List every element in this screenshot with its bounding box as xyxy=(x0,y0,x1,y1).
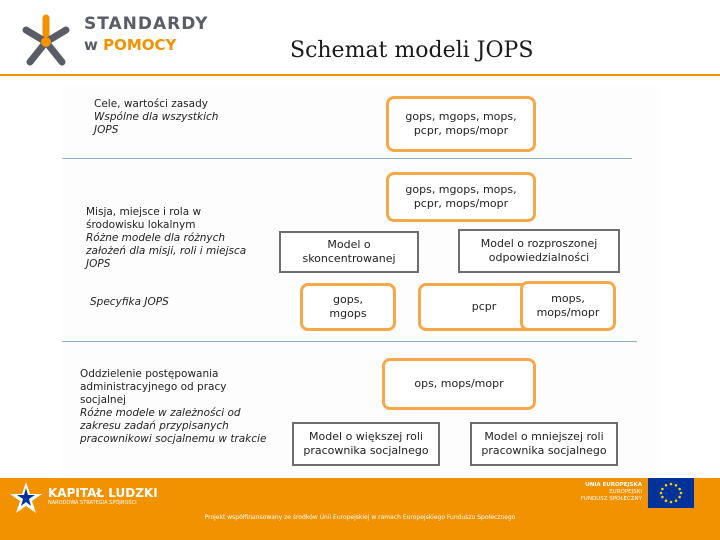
label-oddz-desc-1: Różne modele w zależności od xyxy=(80,407,241,419)
label-cele-desc-1: Wspólne dla wszystkich xyxy=(94,111,219,123)
box-all-jops-line-2: pcpr, mops/mopr xyxy=(413,124,509,137)
box-model-rozproszony-line-2: odpowiedzialności xyxy=(488,251,590,264)
box-model-skoncentrowany-line-1: Model o xyxy=(327,238,371,251)
separator-1 xyxy=(62,158,632,159)
box-model-mniejsza-line-1: Model o mniejszej roli xyxy=(484,430,604,443)
diagram-panel xyxy=(62,86,660,476)
box-misja-jops xyxy=(386,172,536,222)
logo-text-w: w xyxy=(84,36,98,54)
eu-text-line-3: FUNDUSZ SPOŁECZNY xyxy=(580,496,642,502)
box-model-skoncentrowany xyxy=(279,231,419,273)
box-mops-mopr-line-2: mops/mopr xyxy=(536,306,600,319)
box-gops-mgops-line-1: gops, xyxy=(333,293,363,306)
box-model-mniejsza-line-2: pracownika socjalnego xyxy=(481,444,607,457)
eu-flag-icon xyxy=(648,478,694,508)
box-ops-text: ops, mops/mopr xyxy=(414,377,504,390)
eu-text xyxy=(560,482,642,503)
logo-text-standardy: STANDARDY xyxy=(84,14,209,34)
label-cele xyxy=(94,98,218,137)
logo-text-pomocy-word: POMOCY xyxy=(103,36,177,54)
eu-text-line-2: EUROPEJSKI xyxy=(609,489,642,495)
label-misja-title-2: środowisku lokalnym xyxy=(86,219,196,231)
box-model-wieksza-line-2: pracownika socjalnego xyxy=(303,444,429,457)
label-misja xyxy=(86,206,246,271)
label-misja-desc-2: założeń dla misji, roli i miejsca xyxy=(86,245,247,257)
box-mops-mopr xyxy=(520,281,616,331)
standardy-logo-icon xyxy=(18,12,74,68)
label-oddzielenie xyxy=(80,368,266,446)
box-model-skoncentrowany-line-2: skoncentrowanej xyxy=(302,252,396,265)
label-oddz-title-3: socjalnej xyxy=(80,394,126,406)
box-misja-jops-line-2: pcpr, mops/mopr xyxy=(413,197,509,210)
label-cele-title: Cele, wartości zasady xyxy=(94,98,208,110)
label-specyfika: Specyfika JOPS xyxy=(90,296,169,308)
footer-note: Projekt współfinansowany ze środków Unii Europejskiej w ramach Europejskiego Funduszu Społecznego xyxy=(204,514,516,521)
label-misja-desc-1: Różne modele dla różnych xyxy=(86,232,226,244)
box-gops-mgops xyxy=(300,283,396,331)
box-all-jops xyxy=(386,96,536,152)
box-misja-jops-line-1: gops, mgops, mops, xyxy=(405,183,517,196)
separator-2 xyxy=(62,341,637,342)
box-model-rozproszony-line-1: Model o rozproszonej xyxy=(480,237,598,250)
logo-text-pomocy xyxy=(84,36,176,54)
label-oddz-title-1: Oddzielenie postępowania xyxy=(80,368,219,380)
eu-text-line-1: UNIA EUROPEJSKA xyxy=(585,482,642,488)
header-divider xyxy=(0,74,720,76)
box-model-wieksza-line-1: Model o większej roli xyxy=(309,430,423,443)
label-misja-title-1: Misja, miejsce i rola w xyxy=(86,206,202,218)
box-gops-mgops-line-2: mgops xyxy=(329,307,367,320)
box-model-mniejsza-rola xyxy=(470,422,618,466)
label-oddz-title-2: administracyjnego od pracy xyxy=(80,381,227,393)
label-cele-desc-2: JOPS xyxy=(94,124,119,136)
label-misja-desc-3: JOPS xyxy=(86,258,111,270)
label-oddz-desc-2: zakresu zadań przypisanych xyxy=(80,420,229,432)
box-pcpr-text: pcpr xyxy=(471,300,497,313)
box-model-wieksza-rola xyxy=(292,422,440,466)
box-ops xyxy=(382,358,536,410)
kapital-ludzki-title: KAPITAŁ LUDZKI xyxy=(48,486,158,500)
box-model-rozproszony xyxy=(458,229,620,273)
box-mops-mopr-line-1: mops, xyxy=(551,292,585,305)
page-title: Schemat modeli JOPS xyxy=(290,38,534,63)
label-oddz-desc-3: pracownikowi socjalnemu w trakcie xyxy=(80,433,267,445)
box-all-jops-line-1: gops, mgops, mops, xyxy=(405,110,517,123)
kapital-ludzki-subtitle: NARODOWA STRATEGIA SPÓJNOŚCI xyxy=(48,500,137,506)
kapital-ludzki-star-icon xyxy=(8,480,44,516)
